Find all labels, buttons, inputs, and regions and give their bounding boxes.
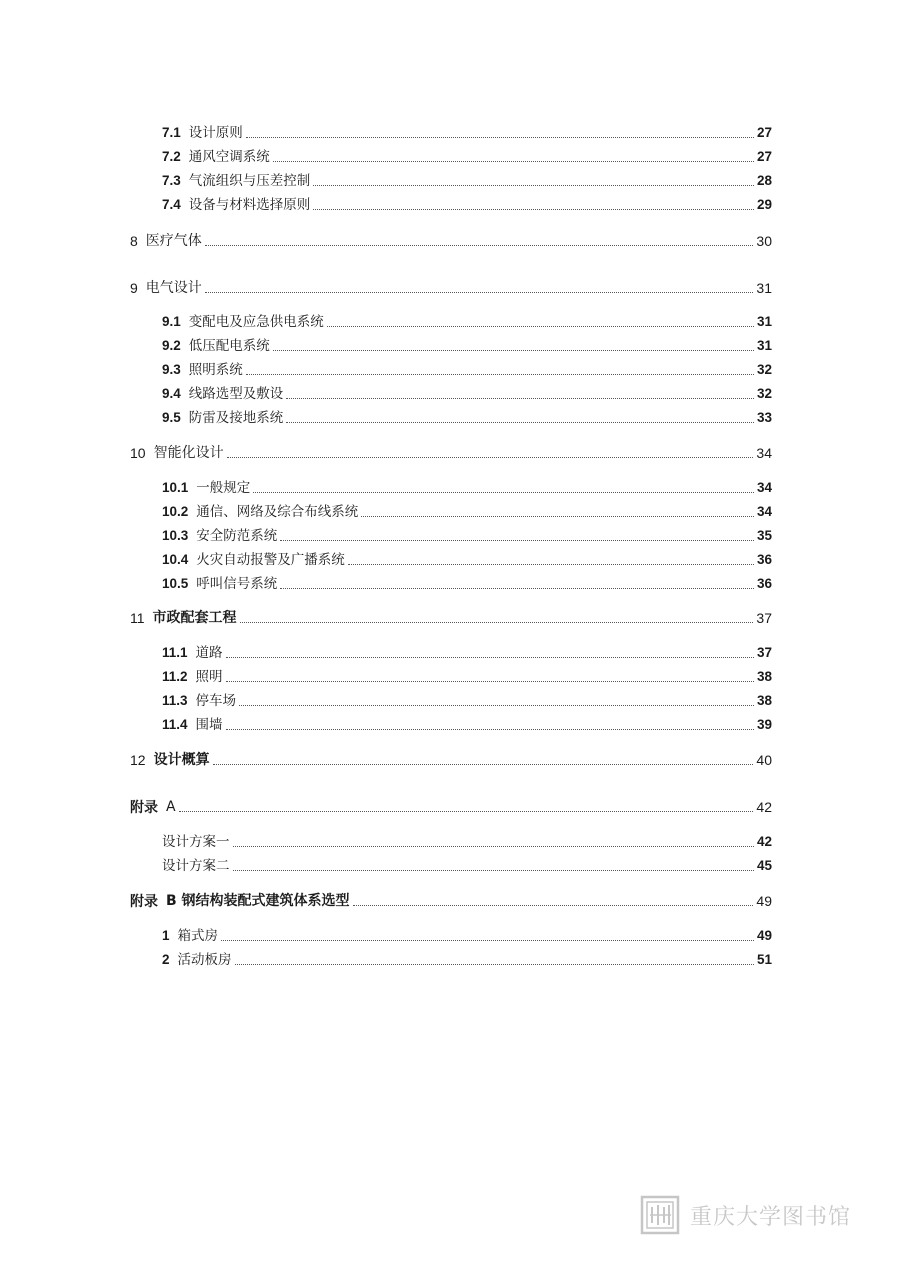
dot-leader [348, 564, 754, 565]
dot-leader [239, 705, 754, 706]
dot-leader [361, 516, 754, 517]
dot-leader [280, 588, 754, 589]
toc-entry[interactable]: 10.5 呼叫信号系统 36 [162, 576, 772, 592]
dot-leader [233, 846, 754, 847]
toc-entry[interactable]: 9.4 线路选型及敷设 32 [162, 386, 772, 402]
toc-chapter[interactable]: 11 市政配套工程 37 [130, 610, 772, 626]
toc-entry[interactable]: 11.1 道路 37 [162, 645, 772, 661]
toc-entry[interactable]: 9.5 防雷及接地系统 33 [162, 410, 772, 426]
toc-chapter[interactable]: 附录 B 钢结构装配式建筑体系选型 49 [130, 893, 772, 909]
toc-chapter[interactable]: 8 医疗气体 30 [130, 233, 772, 249]
dot-leader [327, 326, 754, 327]
dot-leader [226, 729, 754, 730]
toc-chapter[interactable]: 12 设计概算 40 [130, 752, 772, 768]
watermark-text: 重庆大学图书馆 [690, 1204, 852, 1230]
toc-entry[interactable]: 11.4 围墙 39 [162, 717, 772, 733]
dot-leader [280, 540, 754, 541]
dot-leader [205, 245, 754, 246]
toc-entry[interactable]: 11.3 停车场 38 [162, 693, 772, 709]
toc-entry[interactable]: 10.3 安全防范系统 35 [162, 528, 772, 544]
dot-leader [313, 185, 754, 186]
toc-entry[interactable]: 7.2 通风空调系统 27 [162, 149, 772, 165]
toc-entry[interactable]: 9.3 照明系统 32 [162, 362, 772, 378]
dot-leader [205, 292, 754, 293]
dot-leader [235, 964, 754, 965]
toc-entry[interactable]: 1 箱式房 49 [162, 928, 772, 944]
dot-leader [226, 657, 754, 658]
toc-chapter[interactable]: 10 智能化设计 34 [130, 445, 772, 461]
toc-entry[interactable]: 7.4 设备与材料选择原则 29 [162, 197, 772, 213]
toc-entry[interactable]: 设计方案二 45 [162, 858, 772, 874]
dot-leader [353, 905, 754, 906]
dot-leader [313, 209, 754, 210]
dot-leader [273, 161, 754, 162]
toc-chapter[interactable]: 附录 A 42 [130, 799, 772, 815]
toc-entry[interactable]: 10.4 火灾自动报警及广播系统 36 [162, 552, 772, 568]
toc-entry[interactable]: 9.1 变配电及应急供电系统 31 [162, 314, 772, 330]
library-seal-icon [640, 1195, 680, 1235]
dot-leader [246, 374, 754, 375]
toc-entry[interactable]: 10.1 一般规定 34 [162, 480, 772, 496]
dot-leader [226, 681, 754, 682]
dot-leader [179, 811, 754, 812]
toc-entry[interactable]: 7.1 设计原则 27 [162, 125, 772, 141]
dot-leader [253, 492, 754, 493]
dot-leader [240, 622, 754, 623]
toc-entry[interactable]: 7.3 气流组织与压差控制 28 [162, 173, 772, 189]
toc-chapter[interactable]: 9 电气设计 31 [130, 280, 772, 296]
toc-entry[interactable]: 10.2 通信、网络及综合布线系统 34 [162, 504, 772, 520]
dot-leader [286, 422, 754, 423]
dot-leader [213, 764, 754, 765]
toc-entry[interactable]: 11.2 照明 38 [162, 669, 772, 685]
dot-leader [273, 350, 754, 351]
toc-entry[interactable]: 9.2 低压配电系统 31 [162, 338, 772, 354]
library-watermark [640, 1193, 865, 1237]
dot-leader [233, 870, 754, 871]
toc-entry[interactable]: 2 活动板房 51 [162, 952, 772, 968]
dot-leader [246, 137, 754, 138]
dot-leader [221, 940, 754, 941]
dot-leader [286, 398, 754, 399]
toc-entry[interactable]: 设计方案一 42 [162, 834, 772, 850]
dot-leader [227, 457, 754, 458]
